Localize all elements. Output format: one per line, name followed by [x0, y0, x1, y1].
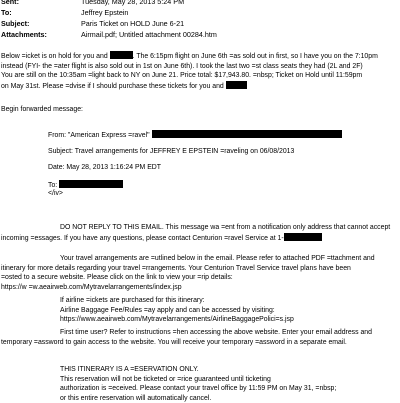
- travel-link[interactable]: https://w =w.aeairweb.com/Mytravelarrangements/index.jsp: [1, 283, 182, 291]
- travel-paragraph: [1, 254, 375, 292]
- reservation-line-2: This reservation will not be ticketed or =rice guaranteed until ticketing: [60, 375, 271, 383]
- redaction-bar: [152, 130, 342, 138]
- airline-line-1: If airline =ickets are purchased for this itinerary:: [60, 297, 205, 304]
- intro-line-3: You are still on the 10:35am =light back to NY on June 21. Price total: $17,943.80. =nbsp; Ticket on Hold until 11:59pm: [1, 72, 363, 80]
- attachments-label: Attachments:: [1, 30, 47, 39]
- sent-value: Tuesday, May 28, 2013 5:24 PM: [81, 0, 185, 6]
- forward-from: From: "American Express =ravel": [48, 130, 342, 141]
- to-label: To:: [1, 8, 12, 17]
- forward-subject: Subject: Travel arrangements for JEFFREY E EPSTEIN =raveling on 06/08/2013: [48, 148, 295, 155]
- redaction-bar: [59, 180, 123, 188]
- firsttime-paragraph: [1, 328, 372, 347]
- notice-line-1: DO NOT REPLY TO THIS EMAIL. This message wa =ent from a notification only address that cannot accept: [60, 224, 391, 231]
- firsttime-line-2: temporary =assword to gain access to the website. You will receive your temporary =assword in a separate email.: [1, 338, 347, 346]
- notice-line-2: incoming =essages. If you have any questions, please contact Centurion =ravel Service at 1-: [1, 233, 390, 244]
- intro-paragraph: [1, 51, 378, 91]
- sent-label: Sent:: [1, 0, 19, 6]
- firsttime-line-1: First time user? Refer to instructions =hen accessing the above website. Enter your email address and: [60, 329, 372, 336]
- reservation-paragraph: [60, 365, 336, 403]
- airline-line-2: Airline Baggage Fee/Rules =ay apply and can be accessed by visiting:: [60, 306, 275, 314]
- redaction-bar: [284, 233, 322, 241]
- attachments-value[interactable]: Airmail.pdf; Untitled attachment 00284.htm: [81, 30, 217, 39]
- airline-link[interactable]: https://www.aeairweb.com/Mytravelarrangements/AirlineBaggagePolici=s.jsp: [60, 316, 294, 324]
- forward-div-close: </iv>: [48, 190, 63, 197]
- travel-line-1: Your travel arrangements are =utlined below in the email. Please refer to attached PDF =ttachment and: [60, 255, 375, 262]
- subject-label: Subject:: [1, 19, 30, 28]
- intro-line-2: instead (FYI- the =ater flight is also sold out in 1st on June 6th). I took the last two =st class seats they had (2L and 2F): [1, 62, 363, 70]
- airline-paragraph: [60, 296, 294, 325]
- begin-forwarded: Begin forwarded message:: [1, 106, 83, 113]
- intro-line-1: Below =icket is on hold for you and . The 6:15pm flight on June 6th =as sold out in first, so I have you on the 7:10pm: [1, 53, 378, 60]
- forward-date: Date: May 28, 2013 1:16:24 PM EDT: [48, 164, 161, 171]
- travel-line-3: =osted to a secure website. Please click on the link to view your =rip details:: [1, 274, 233, 282]
- reservation-line-1: THIS ITINERARY IS A =ESERVATION ONLY.: [60, 366, 199, 373]
- redaction-bar: [110, 51, 133, 59]
- to-value: Jeffrey Epstein: [81, 8, 129, 17]
- notice-paragraph: [1, 223, 390, 243]
- forward-to: To:: [48, 180, 123, 191]
- travel-line-2: itinerary for more details regarding your travel =rrangements. Your Centurion Travel Service travel plans have been: [1, 264, 351, 272]
- reservation-line-4: or this entire reservation will automatically cancel.: [60, 394, 212, 402]
- redaction-bar: [226, 81, 247, 89]
- reservation-line-3: authorization is =eceived. Please contact your travel office by 11:59 PM on May 31, =nbsp;: [60, 385, 337, 393]
- intro-line-4: on May 31st. Please =dvise if I should purchase these tickets for you and: [1, 81, 378, 92]
- subject-value: Paris Ticket on HOLD June 6-21: [81, 19, 185, 28]
